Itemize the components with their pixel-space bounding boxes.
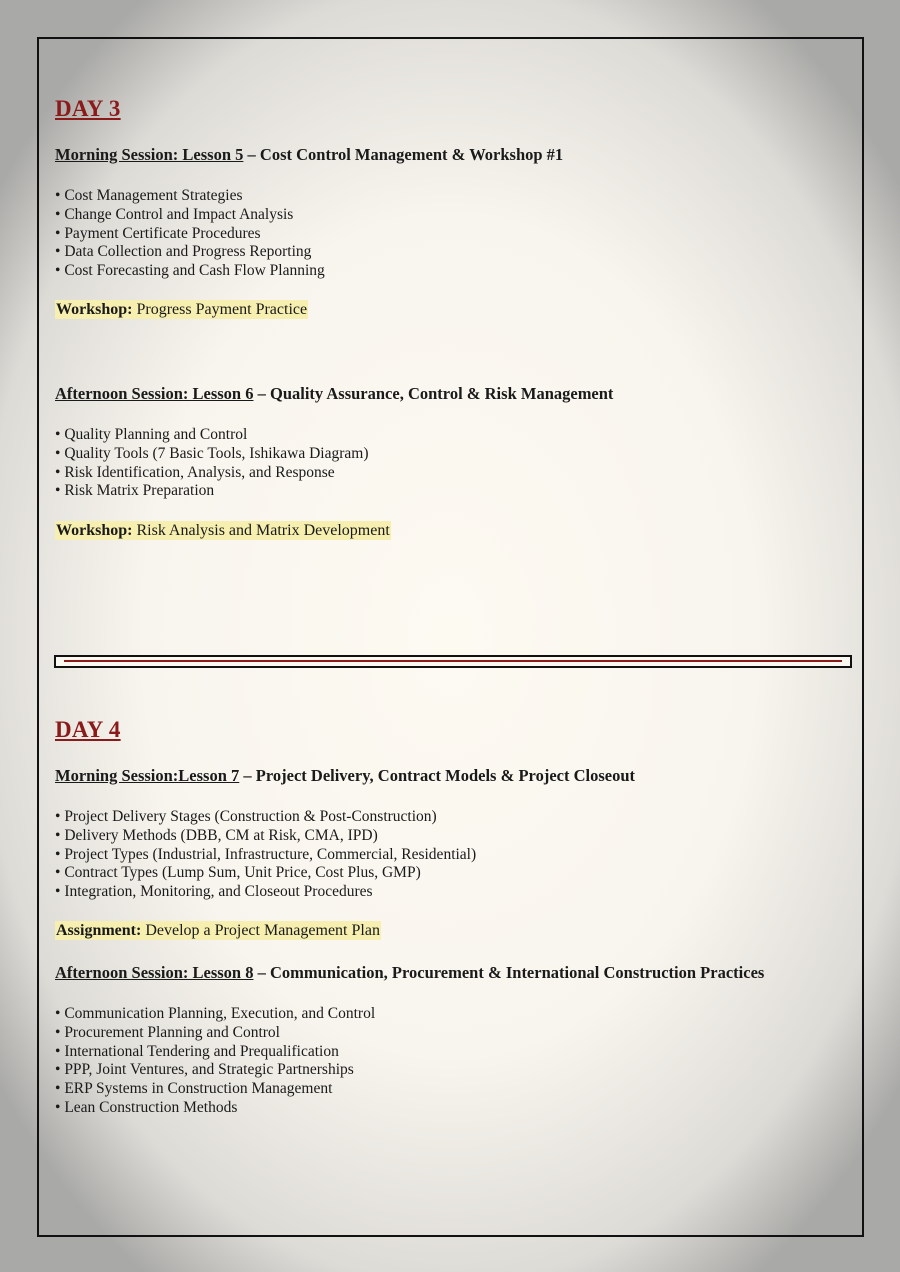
day4-afternoon-topics <box>55 1005 375 1118</box>
section-divider <box>54 655 852 668</box>
session-topic: – Project Delivery, Contract Models & Project Closeout <box>239 766 635 785</box>
list-item: • Payment Certificate Procedures <box>55 225 325 244</box>
assignment-text: Develop a Project Management Plan <box>141 922 380 939</box>
workshop-text: Risk Analysis and Matrix Development <box>132 522 390 539</box>
workshop-text: Progress Payment Practice <box>132 301 308 318</box>
session-label: Afternoon Session: Lesson 6 <box>55 384 254 403</box>
divider-red-line <box>64 660 842 662</box>
list-item: • International Tendering and Prequalification <box>55 1043 375 1062</box>
day4-morning-assignment <box>55 922 381 940</box>
session-topic: – Communication, Procurement & International Construction Practices <box>253 963 765 982</box>
session-label: Morning Session:Lesson 7 <box>55 766 240 785</box>
workshop-label: Workshop: <box>56 522 133 539</box>
day4-morning-topics <box>55 808 476 902</box>
list-item: • Cost Forecasting and Cash Flow Planning <box>55 262 325 281</box>
list-item: • Quality Tools (7 Basic Tools, Ishikawa Diagram) <box>55 445 369 464</box>
day3-morning-workshop <box>55 301 308 319</box>
day3-afternoon-topics <box>55 426 369 501</box>
session-label: Afternoon Session: Lesson 8 <box>55 963 254 982</box>
list-item: • Cost Management Strategies <box>55 187 325 206</box>
session-topic: – Quality Assurance, Control & Risk Management <box>253 384 614 403</box>
list-item: • Data Collection and Progress Reporting <box>55 243 325 262</box>
list-item: • Procurement Planning and Control <box>55 1024 375 1043</box>
day3-heading: DAY 3 <box>55 96 121 121</box>
list-item: • Project Delivery Stages (Construction & Post-Construction) <box>55 808 476 827</box>
list-item: • PPP, Joint Ventures, and Strategic Partnerships <box>55 1061 375 1080</box>
list-item: • Risk Matrix Preparation <box>55 482 369 501</box>
list-item: • Project Types (Industrial, Infrastructure, Commercial, Residential) <box>55 846 476 865</box>
day3-morning-session-heading <box>55 145 563 165</box>
list-item: • Contract Types (Lump Sum, Unit Price, Cost Plus, GMP) <box>55 864 476 883</box>
workshop-label: Workshop: <box>56 301 133 318</box>
list-item: • Risk Identification, Analysis, and Response <box>55 464 369 483</box>
day3-afternoon-session-heading <box>55 384 613 404</box>
day3-morning-topics <box>55 187 325 281</box>
day4-morning-session-heading <box>55 766 635 786</box>
list-item: • Integration, Monitoring, and Closeout Procedures <box>55 883 476 902</box>
day4-heading: DAY 4 <box>55 717 121 742</box>
list-item: • Delivery Methods (DBB, CM at Risk, CMA, IPD) <box>55 827 476 846</box>
session-topic: – Cost Control Management & Workshop #1 <box>243 145 564 164</box>
day3-afternoon-workshop <box>55 522 391 540</box>
assignment-label: Assignment: <box>56 922 142 939</box>
list-item: • ERP Systems in Construction Management <box>55 1080 375 1099</box>
day4-afternoon-session-heading <box>55 963 764 983</box>
list-item: • Lean Construction Methods <box>55 1099 375 1118</box>
list-item: • Quality Planning and Control <box>55 426 369 445</box>
list-item: • Change Control and Impact Analysis <box>55 206 325 225</box>
session-label: Morning Session: Lesson 5 <box>55 145 244 164</box>
list-item: • Communication Planning, Execution, and Control <box>55 1005 375 1024</box>
